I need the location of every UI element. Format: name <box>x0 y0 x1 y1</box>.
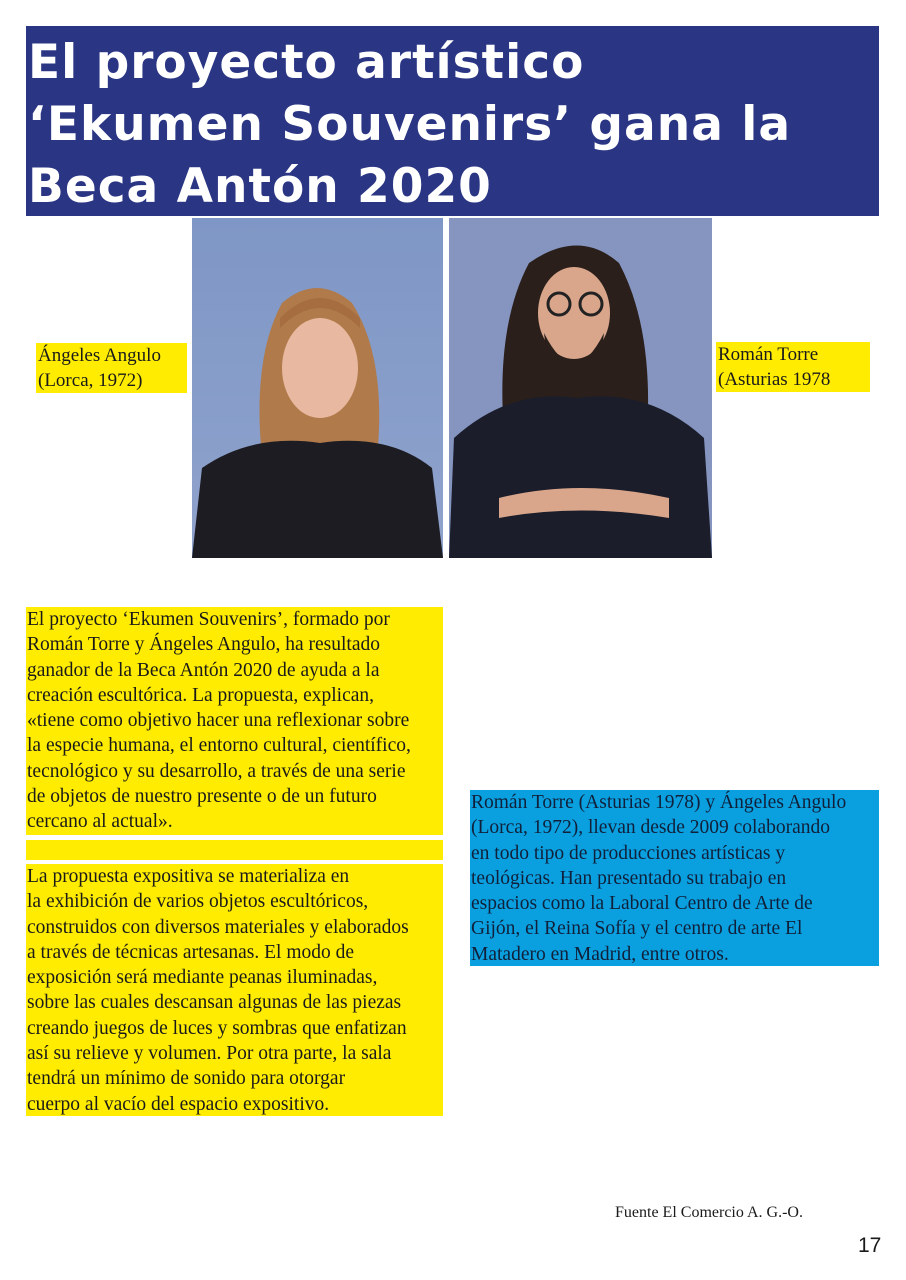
paragraph-bio <box>470 790 879 966</box>
text-line: Matadero en Madrid, entre otros. <box>471 943 729 965</box>
text-line: Román Torre y Ángeles Angulo, ha resultado <box>27 634 380 656</box>
text-line: Gijón, el Reina Sofía y el centro de arte El <box>471 918 803 940</box>
caption-roman-torre <box>716 342 870 392</box>
photo-roman-torre <box>449 218 712 558</box>
text-line: ganador de la Beca Antón 2020 de ayuda a la <box>27 659 380 681</box>
caption-angeles-angulo <box>36 343 187 393</box>
text-line: tendrá un mínimo de sonido para otorgar <box>27 1068 346 1090</box>
text-line: así su relieve y volumen. Por otra parte, la sala <box>27 1043 392 1065</box>
text-line: a través de técnicas artesanas. El modo de <box>27 941 355 963</box>
caption-line: (Asturias 1978 <box>718 369 831 390</box>
text-line: espacios como la Laboral Centro de Arte de <box>471 893 813 915</box>
text-line: cercano al actual». <box>27 811 173 833</box>
page-number: 17 <box>858 1234 882 1257</box>
source-credit: Fuente El Comercio A. G.-O. <box>615 1204 803 1221</box>
text-line: (Lorca, 1972), llevan desde 2009 colaborando <box>471 817 830 839</box>
text-line: la especie humana, el entorno cultural, científico, <box>27 735 411 757</box>
text-line: construidos con diversos materiales y elaborados <box>27 916 409 938</box>
text-line: de objetos de nuestro presente o de un futuro <box>27 786 377 808</box>
text-line: teológicas. Han presentado su trabajo en <box>471 867 787 889</box>
text-line: creando juegos de luces y sombras que enfatizan <box>27 1017 407 1039</box>
text-line: cuerpo al vacío del espacio expositivo. <box>27 1093 330 1115</box>
text-line: creación escultórica. La propuesta, explican, <box>27 684 375 706</box>
paragraph-exhibition <box>26 864 443 1116</box>
text-line: tecnológico y su desarrollo, a través de una serie <box>27 760 406 782</box>
title-line: ‘Ekumen Souvenirs’ gana la <box>28 97 792 152</box>
text-line: El proyecto ‘Ekumen Souvenirs’, formado por <box>27 609 390 630</box>
text-line: la exhibición de varios objetos escultóricos, <box>27 891 369 913</box>
title-line: Beca Antón 2020 <box>28 159 492 214</box>
article-title <box>26 26 879 216</box>
text-line: exposición será mediante peanas iluminadas, <box>27 967 378 989</box>
caption-line: (Lorca, 1972) <box>38 370 143 391</box>
text-line: sobre las cuales descansan algunas de las piezas <box>27 992 402 1014</box>
caption-line: Ángeles Angulo <box>38 345 161 366</box>
text-line: Román Torre (Asturias 1978) y Ángeles Angulo <box>471 792 847 813</box>
caption-line: Román Torre <box>718 344 819 365</box>
photo-angeles-angulo <box>192 218 443 558</box>
text-line: «tiene como objetivo hacer una reflexionar sobre <box>27 710 410 732</box>
title-line: El proyecto artístico <box>28 35 585 90</box>
paragraph-intro <box>26 607 443 835</box>
text-line: en todo tipo de producciones artísticas y <box>471 842 786 864</box>
spacer-bar <box>26 840 443 860</box>
text-line: La propuesta expositiva se materializa en <box>27 866 350 887</box>
